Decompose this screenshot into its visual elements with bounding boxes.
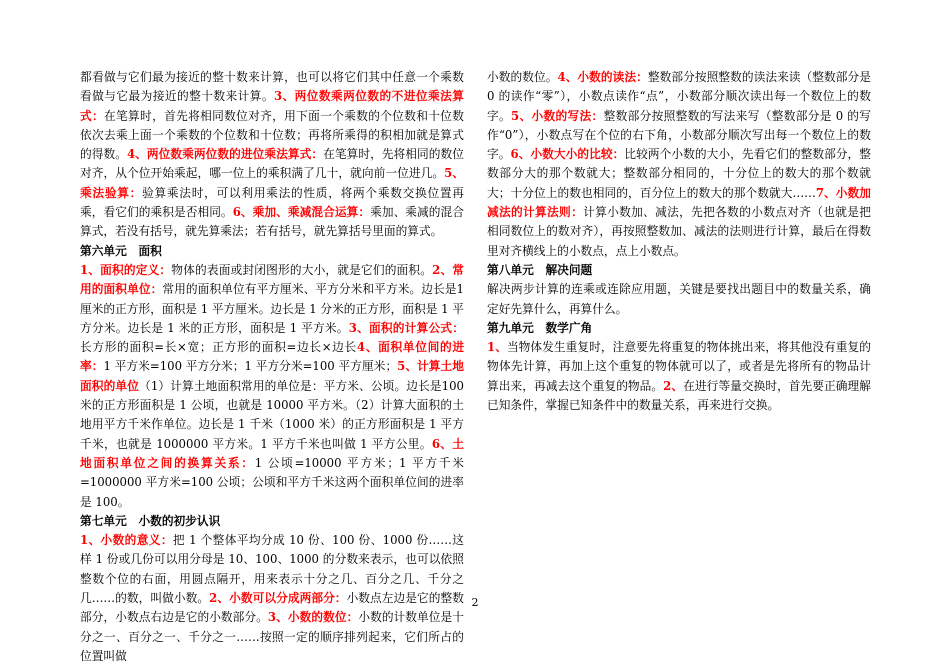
highlighted-term: 6、小数大小的比较： — [510, 147, 625, 162]
body-text: 在进行等量交换时，首先要正确理解已知条件，掌握已知条件中的数量关系，再来进行交换。 — [487, 378, 871, 413]
highlighted-term: 2、常用的面积单位： — [80, 262, 464, 297]
paragraph — [487, 68, 871, 261]
body-text: 常用的面积单位有平方厘米、平方分米和平方米。边长是1厘米的正方形，面积是 1 平方厘米。边长是 1 分米的正方形，面积是 1 平方分米。边长是 1 米的正方形，面积是 1 平方米。 — [80, 282, 464, 335]
highlighted-term: 1、面积的定义： — [80, 262, 172, 277]
body-text: 1 公顷=10000 平方米；1 平方千米=1000000 平方米=100 公顷；公顷和平方千米这两个面积单位间的进率是 100。 — [80, 455, 464, 509]
highlighted-term: 5、乘法验算： — [80, 166, 464, 200]
highlighted-term: 6、土地面积单位之间的换算关系： — [80, 436, 464, 470]
highlighted-term: 4、两位数乘两位数的进位乘法算式： — [126, 147, 324, 162]
highlighted-term: 1、 — [487, 340, 507, 355]
highlighted-term: 4、小数的读法： — [557, 70, 648, 84]
body-text: 小数点左边是它的整数部分，小数点右边是它的小数部分。 — [80, 591, 464, 625]
body-text: 物体的表面或封闭图形的大小，就是它们的面积。 — [171, 262, 433, 277]
section-heading: 第七单元 小数的初步认识 — [80, 513, 221, 528]
page-number: 2 — [471, 596, 479, 609]
body-text: 当物体发生重复时，注意要先将重复的物体挑出来，将其他没有重复的物体先计算，再加上这个重复的物体就可以了，或者是先将所有的物品计算出来，再减去这个重复的物品。 — [487, 340, 871, 393]
highlighted-term: 1、小数的意义： — [80, 533, 173, 548]
highlighted-term: 7、小数加减法的计算法则： — [487, 185, 871, 220]
highlighted-term: 6、乘加、乘减混合运算： — [232, 205, 371, 220]
body-text: （1）计算土地面积常用的单位是：平方米、公顷。边长是100 米的正方形面积是 1 公顷，也就是 10000 平方米。（2）计算大面积的土地用平方千米作单位。边长是 1 千米（1000 米）的正方形面积是 1 平方千米，也就是 1000000 平方米。1 平方千米也叫做 1 平方公里。 — [80, 378, 464, 451]
highlighted-term: 3、小数的数位： — [267, 610, 359, 625]
paragraph — [487, 280, 871, 319]
body-text: 小数的数位。 — [487, 70, 558, 84]
highlighted-term: 2、 — [663, 378, 684, 393]
body-text: 1 平方米=100 平方分米；1 平方分米=100 平方厘米； — [103, 359, 398, 374]
highlighted-term: 4、面积单位间的进率： — [80, 340, 465, 374]
body-text: 在笔算时，先将相同的数位对齐，从个位开始乘起，哪一位上的乘积满了几十，就向前一位进几。 — [80, 147, 464, 181]
body-text: 长方形的面积=长×宽；正方形的面积=边长×边长 — [80, 340, 357, 355]
highlighted-term: 5、小数的写法： — [511, 108, 604, 123]
body-text: 小数的计数单位是十分之一、百分之一、千分之一……按照一定的顺序排列起来，它们所占的位置叫做 — [80, 610, 464, 663]
body-text: 验算乘法时，可以利用乘法的性质，将两个乘数交换位置再乘，看它们的乘积是否相同。 — [80, 185, 464, 220]
body-text: 乘加、乘减的混合算式，若没有括号，就先算乘法；若有括号，就先算括号里面的算式。 — [80, 205, 464, 239]
body-text: 整数部分按照整数的写法来写（整数部分是 0 的写作“0”），小数点写在个位的右下角，小数部分顺次写出每一个数位上的数字。 — [487, 108, 871, 162]
highlighted-term: 3、两位数乘两位数的不进位乘法算式： — [80, 89, 464, 123]
body-text: 把 1 个整体平均分成 10 份、100 份、1000 份……这样 1 份或几份可以用分母是 10、100、1000 的分数来表示，也可以依照整数个位的右面，用圆点隔开，用来表示十分之几、百分之几、千分之几……的数，叫做小数。 — [80, 533, 464, 606]
paragraph — [487, 338, 871, 415]
highlighted-term: 3、面积的计算公式： — [348, 320, 464, 335]
body-text: 计算小数加、减法，先把各数的小数点对齐（也就是把相同数位上的数对齐），再按照整数加、减法的法则进行计算，最后在得数里对齐横线上的小数点，点上小数点。 — [487, 205, 871, 258]
body-text: 比较两个小数的大小，先看它们的整数部分，整数部分大的那个数就大；整数部分相同的，十分位上的数大的那个数就大；十分位上的数也相同的，百分位上的数大的那个数就大…… — [487, 147, 871, 200]
body-text: 都看做与它们最为接近的整十数来计算，也可以将它们其中任意一个乘数看做与它最为接近的整十数来计算。 — [80, 70, 464, 104]
section-heading: 第九单元 数学广角 — [487, 320, 593, 335]
section-heading: 第六单元 面积 — [80, 243, 162, 258]
paragraph — [80, 261, 464, 512]
body-text: 解决两步计算的连乘或连除应用题，关键是要找出题目中的数量关系，确定好先算什么，再算什么。 — [487, 282, 871, 316]
left-column — [80, 68, 464, 666]
body-text: 整数部分按照整数的读法来读（整数部分是 0 的读作“零”），小数点读作“点”，小数部分顺次读出每一个数位上的数字。 — [487, 70, 871, 123]
paragraph — [80, 68, 464, 242]
section-heading: 第八单元 解决问题 — [487, 262, 593, 277]
highlighted-term: 2、小数可以分成两部分： — [209, 591, 347, 606]
right-column — [487, 68, 871, 415]
body-text: 在笔算时，首先将相同数位对齐，用下面一个乘数的个位数和十位数依次去乘上面一个乘数的个位数和十位数；再将所乘得的积相加就是算式的得数。 — [80, 108, 464, 162]
highlighted-term: 5、计算土地面积的单位 — [80, 359, 464, 393]
